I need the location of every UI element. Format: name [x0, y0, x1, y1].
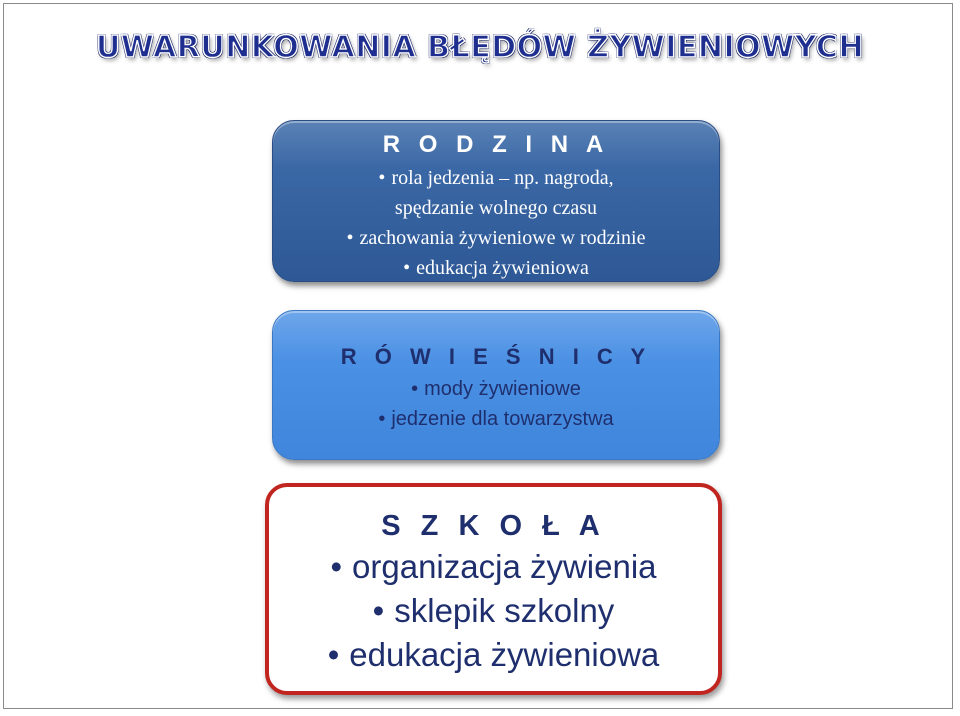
bullet-icon: •	[378, 167, 386, 189]
bullet-icon: •	[372, 592, 385, 629]
peers-item-2: • jedzenie dla towarzystwa	[378, 408, 614, 430]
family-item-1-continuation: spędzanie wolnego czasu	[394, 197, 598, 219]
family-box	[272, 120, 720, 282]
peers-heading: R Ó W I E Ś N I C Y	[340, 344, 652, 369]
bullet-icon: •	[346, 227, 354, 249]
school-item-3: • edukacja żywieniowa	[327, 636, 660, 673]
bullet-icon: •	[378, 408, 386, 430]
bullet-icon: •	[411, 378, 419, 400]
family-item-3: • edukacja żywieniowa	[403, 257, 589, 279]
slide-title: UWARUNKOWANIA BŁĘDÓW ŻYWIENIOWYCH	[95, 30, 865, 65]
school-item-1: • organizacja żywienia	[330, 548, 657, 585]
school-item-2: • sklepik szkolny	[372, 592, 615, 629]
school-heading: S Z K O Ł A	[381, 510, 606, 542]
school-box	[265, 483, 722, 695]
bullet-icon: •	[330, 548, 343, 585]
family-heading: R O D Z I N A	[382, 131, 610, 158]
peers-box	[272, 310, 720, 460]
family-item-2: • zachowania żywieniowe w rodzinie	[346, 227, 646, 249]
peers-item-1: • mody żywieniowe	[411, 378, 581, 400]
family-item-1: • rola jedzenia – np. nagroda,	[378, 167, 614, 189]
bullet-icon: •	[327, 636, 340, 673]
bullet-icon: •	[403, 257, 411, 279]
